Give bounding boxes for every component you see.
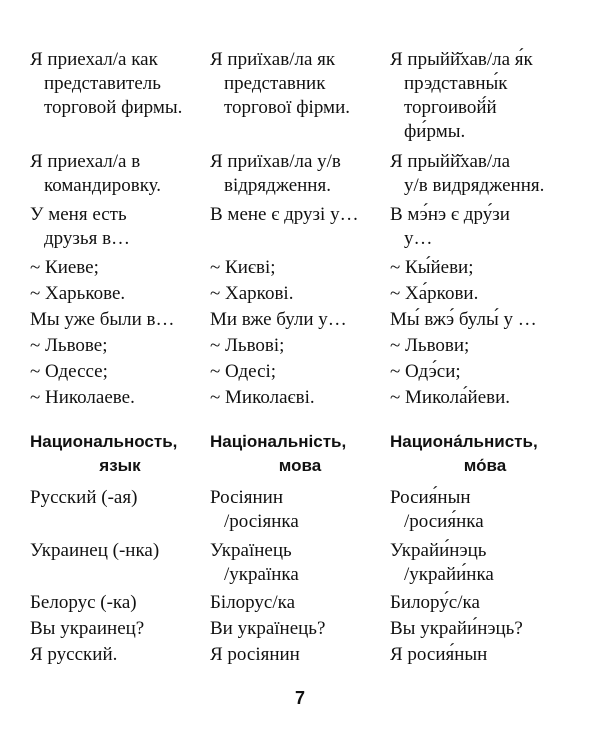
russian-cell: Вы украинец? (30, 618, 145, 639)
ukrainian-cell (210, 150, 390, 198)
ukrainian-line: /росіянка (224, 511, 299, 532)
transcription-line: В мэ́нэ є дру́зи (390, 204, 510, 225)
ukrainian-cell: Я росіянин (210, 644, 300, 665)
russian-cell: Мы уже были в… (30, 309, 175, 330)
russian-cell: Я русский. (30, 644, 118, 665)
transcription-cell: ~ Микола́йеви. (390, 387, 511, 408)
ukrainian-line: представник (224, 73, 326, 94)
transcription-cell: Билору́с/ка (390, 592, 480, 613)
ukrainian-line: торгової фірми. (224, 97, 350, 118)
ukrainian-header (210, 430, 390, 478)
transcription-line: Я прыйй̆хав/ла я́к (390, 49, 533, 70)
transcription-line: у/в видрядження. (404, 175, 545, 196)
transcription-cell: Вы украйи́нэць? (390, 618, 523, 639)
ukrainian-cell: ~ Львові; (210, 335, 285, 356)
russian-header-line: Национальность, (30, 432, 178, 451)
transcription-cell: ~ Львови; (390, 335, 470, 356)
russian-line: друзья в… (44, 228, 131, 249)
russian-line: Русский (-ая) (30, 487, 138, 508)
transcription-header-line: Национа́льнисть, (390, 432, 538, 451)
russian-cell: ~ Львове; (30, 335, 108, 356)
transcription-line: /украйи́нка (404, 564, 494, 585)
transcription-line: у… (404, 228, 433, 249)
transcription-header-line: мо́ва (463, 456, 507, 475)
transcription-line: Украйи́нэць (390, 540, 487, 561)
transcription-line: Росия́нын (390, 487, 471, 508)
ukrainian-cell: ~ Миколаєві. (210, 387, 315, 408)
transcription-cell (390, 150, 580, 198)
transcription-cell: Мы́ вжэ́ булы́ у … (390, 309, 537, 330)
russian-cell (30, 203, 210, 251)
ukrainian-line: Я приїхав/ла у/в (210, 151, 341, 172)
transcription-cell (390, 48, 580, 144)
ukrainian-line: відрядження. (224, 175, 331, 196)
russian-cell (30, 48, 210, 120)
russian-cell: ~ Николаеве. (30, 387, 135, 408)
russian-line: У меня есть (30, 204, 127, 225)
russian-cell: ~ Одессе; (30, 361, 108, 382)
russian-cell (30, 486, 210, 510)
ukrainian-line: В мене є друзі у… (210, 204, 359, 225)
russian-line: торговой фирмы. (44, 97, 183, 118)
ukrainian-header-line: Національність, (210, 432, 347, 451)
ukrainian-cell: Ви українець? (210, 618, 326, 639)
ukrainian-cell: ~ Києві; (210, 257, 276, 278)
transcription-cell: ~ Ха́ркови. (390, 283, 479, 304)
transcription-header (390, 430, 580, 478)
russian-line: Я приехал/а как (30, 49, 158, 70)
transcription-cell: Я росия́нын (390, 644, 488, 665)
ukrainian-line: Я приїхав/ла як (210, 49, 336, 70)
russian-line: Я приехал/а в (30, 151, 141, 172)
russian-header-line: язык (99, 456, 141, 475)
transcription-cell: ~ Кы́йеви; (390, 257, 474, 278)
transcription-cell (390, 203, 580, 251)
transcription-line: фи́рмы. (404, 121, 466, 142)
russian-cell (30, 150, 210, 198)
ukrainian-cell (210, 48, 390, 120)
russian-cell: Белорус (-ка) (30, 592, 137, 613)
ukrainian-line: /українка (224, 564, 299, 585)
page-number: 7 (294, 688, 305, 708)
ukrainian-cell (210, 203, 390, 227)
transcription-line: прэдставны́к (404, 73, 508, 94)
russian-line: Украинец (-нка) (30, 540, 160, 561)
ukrainian-cell (210, 539, 390, 587)
ukrainian-cell (210, 486, 390, 534)
ukrainian-cell: ~ Харкові. (210, 283, 294, 304)
russian-cell: ~ Харькове. (30, 283, 126, 304)
transcription-line: /росия́нка (404, 511, 484, 532)
ukrainian-cell: Ми вже були у… (210, 309, 347, 330)
transcription-cell (390, 486, 580, 534)
russian-cell: ~ Киеве; (30, 257, 99, 278)
russian-line: представитель (44, 73, 161, 94)
transcription-line: Я прыйй̆хав/ла (390, 151, 511, 172)
ukrainian-line: Росіянин (210, 487, 284, 508)
ukrainian-header-line: мова (278, 456, 322, 475)
ukrainian-cell: Білорус/ка (210, 592, 296, 613)
ukrainian-cell: ~ Одесі; (210, 361, 277, 382)
russian-header (30, 430, 210, 478)
ukrainian-line: Українець (210, 540, 292, 561)
russian-cell (30, 539, 210, 563)
transcription-cell (390, 539, 580, 587)
transcription-line: торгоивой́й (404, 97, 497, 118)
transcription-cell: ~ Одэ́си; (390, 361, 461, 382)
russian-line: командировку. (44, 175, 162, 196)
